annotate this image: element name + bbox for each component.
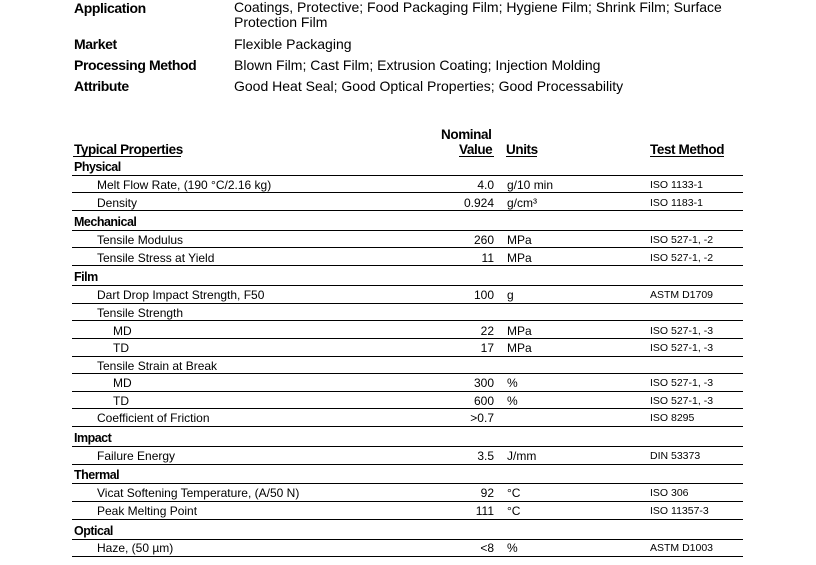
divider	[72, 338, 743, 339]
row-test: ISO 527-1, -3	[650, 377, 714, 389]
divider	[72, 408, 743, 409]
typical-properties-underline	[73, 156, 181, 157]
divider	[72, 501, 743, 502]
row-value: 4.0	[477, 178, 494, 192]
row-unit: MPa	[507, 233, 532, 247]
row-value: <8	[480, 541, 494, 555]
row-unit: °C	[507, 486, 521, 500]
row-name: MD	[113, 324, 132, 338]
divider	[72, 446, 743, 447]
row-name: Tensile Strain at Break	[97, 359, 218, 373]
row-test: ISO 527-1, -2	[650, 234, 714, 246]
row-value: 22	[480, 324, 494, 338]
row-name: Melt Flow Rate, (190 °C/2.16 kg)	[97, 178, 272, 192]
divider	[72, 303, 743, 304]
nominal-heading: Nominal	[441, 127, 492, 142]
section-thermal: Thermal	[74, 468, 120, 482]
section-physical: Physical	[74, 160, 121, 174]
row-unit: %	[507, 376, 518, 390]
row-test: ISO 527-1, -3	[650, 342, 714, 354]
row-unit: %	[507, 541, 518, 555]
row-value: 0.924	[463, 196, 494, 210]
divider	[72, 556, 743, 557]
row-name: Tensile Strength	[97, 306, 184, 320]
row-name: Failure Energy	[97, 449, 176, 463]
row-unit: °C	[507, 504, 521, 518]
market-value: Flexible Packaging	[234, 36, 352, 52]
row-test: ISO 11357-3	[650, 505, 709, 517]
row-name: Tensile Stress at Yield	[97, 251, 215, 265]
divider	[72, 230, 743, 231]
attribute-value: Good Heat Seal; Good Optical Properties; Good Processability	[234, 78, 624, 94]
row-value: 111	[475, 504, 494, 518]
row-value: 11	[481, 251, 494, 265]
row-name: Tensile Modulus	[97, 233, 184, 247]
units-heading: Units	[506, 142, 538, 157]
typical-properties-heading: Typical Properties	[74, 142, 183, 157]
row-test: ASTM D1709	[650, 289, 714, 301]
row-test: ASTM D1003	[650, 542, 714, 554]
row-name: TD	[113, 341, 129, 355]
row-name: Density	[97, 196, 138, 210]
divider	[72, 373, 743, 374]
row-test: ISO 8295	[650, 412, 695, 424]
processing-method-value: Blown Film; Cast Film; Extrusion Coating; Injection Molding	[234, 57, 601, 73]
row-unit: %	[507, 394, 518, 408]
row-test: ISO 1183-1	[650, 197, 703, 209]
divider	[72, 265, 743, 266]
row-unit: MPa	[507, 341, 532, 355]
section-film: Film	[74, 270, 98, 284]
row-unit: MPa	[507, 324, 532, 338]
divider	[72, 519, 743, 520]
row-value: 260	[473, 233, 494, 247]
divider	[72, 464, 743, 465]
divider	[72, 285, 743, 286]
processing-method-label: Processing Method	[74, 57, 197, 73]
row-value: 100	[473, 288, 494, 302]
divider	[72, 192, 743, 193]
value-underline	[459, 156, 494, 157]
divider	[72, 175, 743, 176]
row-test: ISO 527-1, -3	[650, 325, 714, 337]
row-name: Peak Melting Point	[97, 504, 198, 518]
divider	[72, 247, 743, 248]
row-name: TD	[113, 394, 129, 408]
divider	[72, 356, 743, 357]
row-test: ISO 527-1, -3	[650, 395, 714, 407]
row-value: 92	[480, 486, 494, 500]
row-name: Dart Drop Impact Strength, F50	[97, 288, 265, 302]
divider	[72, 539, 743, 540]
row-test: ISO 1133-1	[650, 179, 703, 191]
row-test: ISO 306	[650, 487, 689, 499]
section-mechanical: Mechanical	[74, 215, 137, 229]
section-optical: Optical	[74, 524, 113, 538]
units-underline	[506, 156, 537, 157]
row-value: 3.5	[477, 449, 494, 463]
test-method-heading: Test Method	[650, 142, 725, 157]
divider	[72, 483, 743, 484]
test-method-underline	[650, 156, 724, 157]
divider	[72, 426, 743, 427]
divider	[72, 210, 743, 211]
row-value: 17	[480, 341, 494, 355]
attribute-label: Attribute	[74, 78, 129, 94]
divider	[72, 391, 743, 392]
row-name: Haze, (50 µm)	[97, 541, 174, 555]
row-unit: J/mm	[507, 449, 537, 463]
row-unit: MPa	[507, 251, 532, 265]
row-test: ISO 527-1, -2	[650, 252, 714, 264]
row-name: MD	[113, 376, 132, 390]
row-unit: g	[507, 288, 514, 302]
row-name: Coefficient of Friction	[97, 411, 210, 425]
market-label: Market	[74, 36, 117, 52]
row-value: 600	[473, 394, 494, 408]
value-heading: Value	[459, 142, 493, 157]
divider	[72, 320, 743, 321]
row-test: DIN 53373	[650, 450, 701, 462]
row-name: Vicat Softening Temperature, (A/50 N)	[97, 486, 300, 500]
application-label: Application	[74, 0, 146, 16]
application-value: Coatings, Protective; Food Packaging Film; Hygiene Film; Shrink Film; Surface Protection Film	[234, 0, 722, 30]
row-unit: g/10 min	[507, 178, 554, 192]
row-value: 300	[473, 376, 494, 390]
row-value: >0.7	[470, 411, 494, 425]
section-impact: Impact	[74, 431, 112, 445]
row-unit: g/cm³	[507, 196, 537, 210]
